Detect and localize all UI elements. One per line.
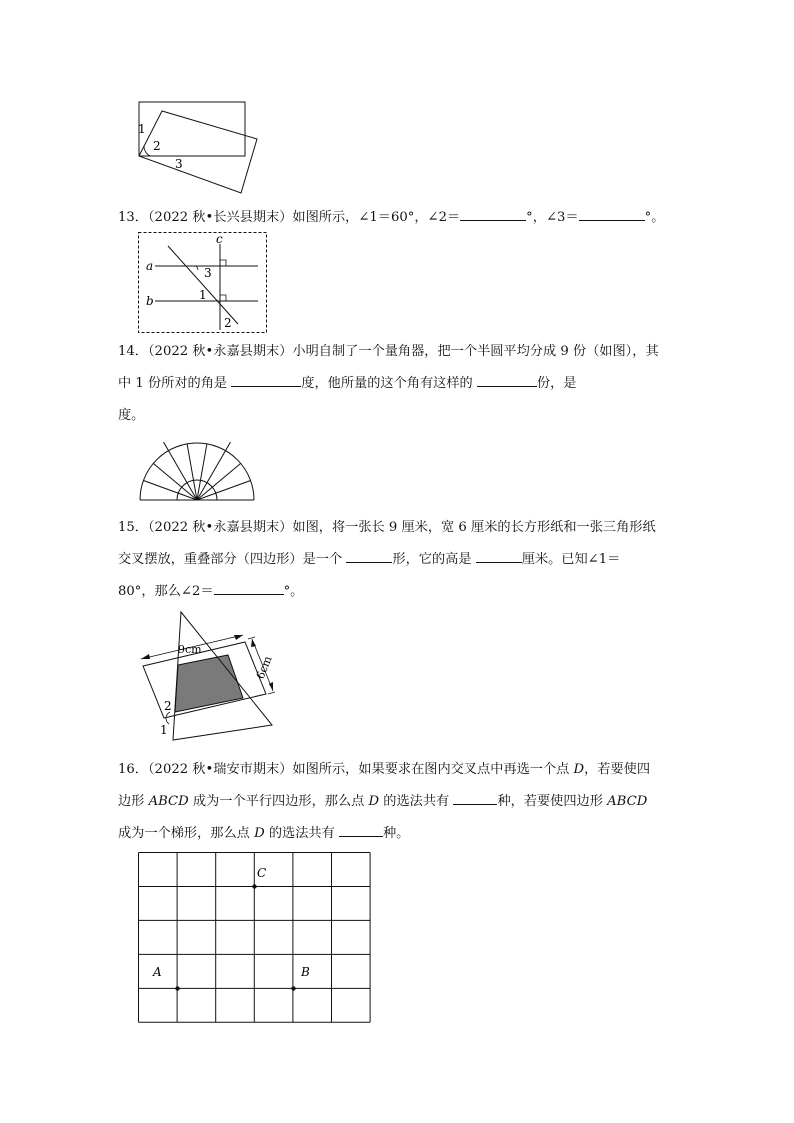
answer-blank[interactable] xyxy=(453,790,497,805)
question-source: （2022 秋•长兴县期末） xyxy=(147,210,293,225)
figure-rect-triangle-overlap xyxy=(135,608,290,748)
angle-label-2: 2 xyxy=(153,139,161,153)
question-number: 16． xyxy=(118,762,148,777)
label-c: c xyxy=(216,232,223,246)
question-source: （2022 秋•瑞安市期末） xyxy=(147,762,293,777)
label-c: C xyxy=(257,866,267,880)
angle-label-3: 3 xyxy=(204,266,212,280)
question-number: 13． xyxy=(118,210,148,225)
overlap-quadrilateral xyxy=(175,655,243,712)
angle-arc xyxy=(144,146,150,156)
question-14: 14．（2022 秋•永嘉县期末）小明自制了一个量角器，把一个半圆平均分成 9 份（如图），其 中 1 份所对的角是 度，他所量的这个角有这样的 份，是 度。 xyxy=(118,344,659,423)
figure-rectangles-overlap xyxy=(130,95,270,195)
question-16: 16．（2022 秋•瑞安市期末）如图所示，如果要求在图内交叉点中再选一个点 D，若要使四 边形 ABCD 成为一个平行四边形，那么点 D 的选法共有 种，若要使四边形 ABCD 成为一个梯形，那么点 D 的选法共有 种。 xyxy=(118,762,651,841)
width-label: 6cm xyxy=(253,654,275,681)
transversal xyxy=(168,246,238,324)
question-number: 14． xyxy=(118,344,148,359)
right-angle-mark xyxy=(220,295,226,301)
right-angle-mark xyxy=(220,260,226,266)
question-source: （2022 秋•永嘉县期末） xyxy=(147,520,293,535)
answer-blank[interactable] xyxy=(460,206,526,221)
point-b xyxy=(291,986,295,990)
grid-lines xyxy=(139,853,371,1023)
question-number: 15． xyxy=(118,520,148,535)
label-b: B xyxy=(301,965,310,979)
point-c xyxy=(252,884,256,888)
division-ray xyxy=(143,481,197,501)
division-ray xyxy=(197,481,251,501)
label-a: a xyxy=(146,259,154,273)
point-a xyxy=(175,986,179,990)
protractor xyxy=(140,442,254,500)
angle-label-3: 3 xyxy=(175,157,183,171)
length-label: 9cm xyxy=(178,643,202,656)
arrow-head xyxy=(251,639,256,647)
outer-arc xyxy=(140,443,254,500)
answer-blank[interactable] xyxy=(231,372,301,387)
label-b: b xyxy=(146,294,154,308)
dashed-frame xyxy=(139,233,267,333)
angle-label-2: 2 xyxy=(224,316,232,330)
inner-arc xyxy=(177,480,217,500)
answer-blank[interactable] xyxy=(339,822,383,837)
angle-label-1: 1 xyxy=(199,288,207,302)
answer-blank[interactable] xyxy=(346,548,392,563)
question-13: 13．（2022 秋•长兴县期末）如图所示，∠1＝60°，∠2＝ °，∠3＝ °。 xyxy=(118,202,683,234)
answer-blank[interactable] xyxy=(476,548,522,563)
arrow-head xyxy=(141,654,150,659)
figure-parallel-lines xyxy=(138,232,268,334)
answer-blank[interactable] xyxy=(477,372,537,387)
angle-label-1: 1 xyxy=(160,723,168,737)
tick-mark xyxy=(268,692,275,694)
angle-arc xyxy=(196,266,198,270)
angle-label-2: 2 xyxy=(164,699,172,713)
question-source: （2022 秋•永嘉县期末） xyxy=(147,344,293,359)
tick-mark xyxy=(248,637,255,639)
angle-label-1: 1 xyxy=(138,122,146,136)
division-ray xyxy=(197,463,241,500)
answer-blank[interactable] xyxy=(579,206,645,221)
division-ray xyxy=(153,463,197,500)
answer-blank[interactable] xyxy=(214,580,284,595)
figure-protractor xyxy=(135,432,260,504)
question-15: 15．（2022 秋•永嘉县期末）如图，将一张长 9 厘米，宽 6 厘米的长方形纸和一张三角形纸 交叉摆放，重叠部分（四边形）是一个 形，它的高是 厘米。已知∠1＝ 80°，那么∠2＝ °。 xyxy=(118,520,656,599)
arrow-head xyxy=(234,635,243,640)
figure-grid xyxy=(136,850,372,1026)
label-a: A xyxy=(153,965,162,979)
